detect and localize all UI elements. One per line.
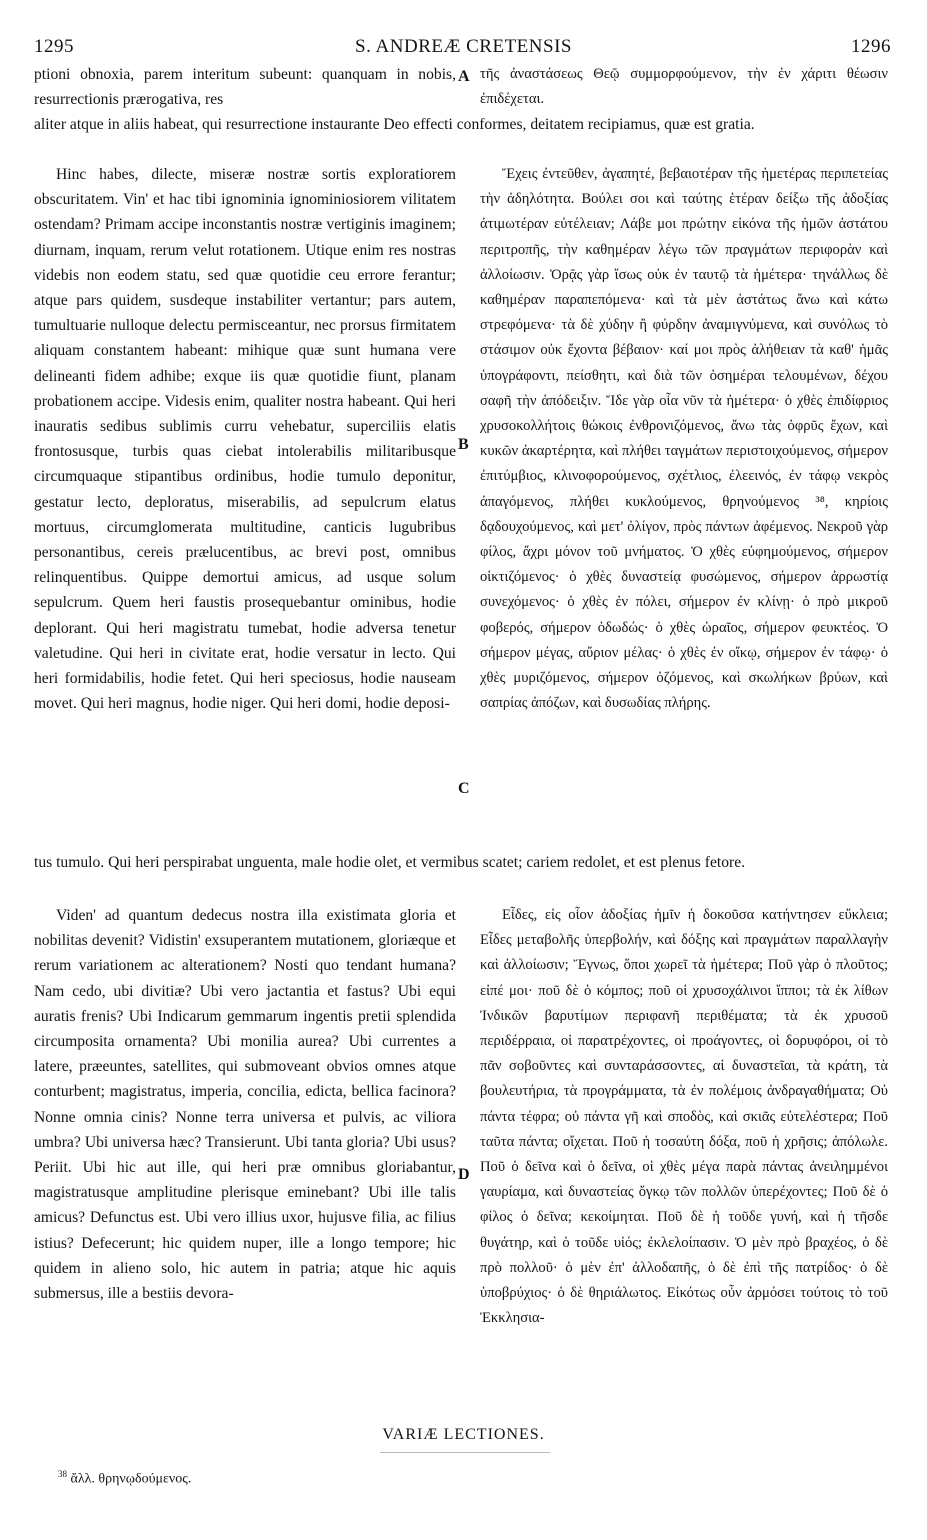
margin-marker-c: C <box>458 780 470 797</box>
heading-rule <box>380 1452 550 1453</box>
greek-column-1 <box>480 162 888 852</box>
left-page-number: 1295 <box>34 36 74 57</box>
footnote-text: ἄλλ. θρηνῳδούμενος. <box>70 1471 192 1487</box>
right-page-number: 1296 <box>851 36 891 57</box>
full-width-text-2: tus tumulo. Qui heri perspirabat unguenta, male hodie olet, et vermibus scatet; cariem redolet, et est plenus fetore. <box>34 854 746 871</box>
greek-paragraph-1: Ἔχεις ἐντεῦθεν, ἀγαπητέ, βεβαιοτέραν τῆς ἡμετέρας περιπετείας τὴν ἀδηλότητα. Βούλει σοι καὶ ταύτης ἑτέραν δείξω τῆς ἀδοξίας ἀτιμωτέραν εὐτέλειαν; Λάβε μοι πρώτην εἰκόνα τῆς ἡμῶν ἀστάτου περιτροπῆς, τὴν καθημέραν λέγω τῶν πραγμάτων περιφορὰν καὶ ἀλλοίωσιν. Ὁρᾷς γὰρ ἴσως οὐκ ἐν ταυτῷ τὰ ἡμέτερα· τηνάλλως δὲ καθημέραν παραπεπόμενα· καὶ τὰ μὲν ἀστάτως ἄνω καὶ κάτω στρεφόμενα· τὰ δὲ χύδην ἢ φύρδην ἀναμιγνύμενα, καὶ συνόλως τὸ στάσιμον οὐκ ἔχοντα βέβαιον· καί μοι πρὸς ἀλήθειαν τὰ καθ' ἡμᾶς ὑπογράφοντι, πείσθητι, καὶ διὰ τῶν ὁσημέραι τελουμένων, δέχου σαφῆ τὴν ἀπόδειξιν. Ἴδε γὰρ οἷα νῦν τὰ ἡμέτερα· ὁ χθὲς ἐπιδίφριος χρυσοκολλήτοις θώκοις ἐνθρονιζόμενος, ἄνω τὰς ὀφρῦς ἔχων, καὶ κυκῶν ἀκαρτέρητα, καὶ πλήθει ταγμάτων περιστοιχούμενος, σήμερον ἐπιτύμβιος, κλινοφορούμενος, σχέτλιος, ἐλεεινός, ἐν τάφῳ νεκρὸς ἀπαγόμενος, πλήθει κυκλούμενος, θρηνούμενος ³⁸, κηρίοις δᾳδουχούμενος, καὶ μετ' ὀλίγον, πρὸς πάντων ἀφέμενος. Νεκροῦ γὰρ φίλος, ἄχρι μόνον τοῦ μνήματος. Ὁ χθὲς εὐφημούμενος, σήμερον οἰκτιζόμενος· ὁ χθὲς δυναστείᾳ φυσώμενος, σήμερον ἀρρωστίᾳ συνεχόμενος· ὁ χθὲς ἐν πόλει, σήμερον ἐν κλίνῃ· ὁ πρὸ μικροῦ φοβερός, σήμερον ὀδωδώς· ὁ χθὲς ὡραῖος, σήμερον φευκτέος. Ὁ σήμερον μέγας, αὔριον μέλας· ὁ χθὲς ἐν οἴκῳ, σήμερον ἐν τάφῳ· ὁ χθὲς μυριζόμενος, σήμερον ὀζόμενος, καὶ σκωλήκων βρύων, καὶ σαπρίας ἀπόζων, καὶ δυσωδίας πλήρης. <box>480 166 888 712</box>
latin-paragraph-1: Hinc habes, dilecte, miseræ nostræ sortis exploratiorem obscuritatem. Vin' et hac tibi ignominia ignominiosiorem vilitatem ostendam? Primam accipe inconstantis nostræ vertiginis imaginem; diurnam, inquam, rerum velut rotationem. Utique enim res nostras videbis non eodem statu, sed quæ quotidie ceu errore ferantur; atque pars quidem, susdeque instabiliter vertantur; pars autem, tumultuarie nulloque delectu permisceantur, nec prorsus firmitatem aliquam constantem habeant: mihique quæ sunt humana vere delineanti fidem adhibe; exque iis quæ quotidie fiunt, planam probationem accipe. Videsis enim, qualiter nostra habeant. Qui heri inauratis sedibus sublimis curru vehebatur, superciliis elatis frontosusque, turbis quas ciebat intolerabilis militaribusque circumquaque stipantibus ordinibus, hodie tumulo deponitur, gestatur lecto, deploratus, miserabilis, ad sepulcrum elatus mortuus, circumglomerata multitudine, canticis lugubribus personantibus, cereis prælucentibus, ac brevi post, omnibus relinquentibus. Quippe demortui amicus, ad usque solum sepulcrum. Quem heri faustis prosequebantur ominibus, hodie deplorant. Qui heri magistratu tumebat, hodie adversa tenetur valetudine. Qui heri in civitate erat, hodie versatur in lecto. Qui heri formidabilis, hodie fetet. Qui heri speciosus, hodie nauseam movet. Qui heri magnus, hodie niger. Qui heri domi, hodie deposi- <box>34 166 456 713</box>
latin-paragraph-2: Viden' ad quantum dedecus nostra illa existimata gloria et nobilitas devenit? Vidistin' exsuperantem mutationem, gloriæque et rerum variationem ac alterationem? Nosti quo tendant humana? Nam cedo, ubi divitiæ? Ubi vero jactantia et fastus? Ubi equi auratis frenis? Ubi Indicarum gemmarum ingentis pretii splendida circumposita ornamenta? Ubi monilia aurea? Ubi currentes a latere, præeuntes, satellites, qui submoveant obvios omnes atque conturbent; magistratus, imperia, concilia, edicta, bellica facinora? Nonne omnia cinis? Nonne terra universa et pulvis, ac viliora umbra? Ubi universa hæc? Transierunt. Ubi tanta gloria? Ubi usus? Periit. Ubi hic aut ille, qui heri præ omnibus gloriabantur, magistratusque amplitudine plerisque eminebant? Ubi ille talis amicus? Defunctus est. Ubi vero illius uxor, hujusve filia, ac filius istius? Defecerunt; hic quidem nuper, ille a longo tempore; hic quidem in alieno solo, hic autem in patria; atque hic aquis submersus, ille a bestiis devora- <box>34 907 456 1303</box>
greek-column-top <box>480 62 888 114</box>
margin-marker-d: D <box>458 1166 470 1183</box>
greek-paragraph-2: Εἶδες, εἰς οἷον ἀδοξίας ἡμῖν ἡ δοκοῦσα κατήντησεν εὔκλεια; Εἶδες μεταβολῆς ὑπερβολήν, καὶ δόξης καὶ πραγμάτων παραλλαγὴν καὶ ἀλλοίωσιν; Ἔγνως, ὅποι χωρεῖ τὰ ἡμέτερα; Ποῦ γὰρ ὁ πλοῦτος; εἰπέ μοι· ποῦ δὲ ὁ κόμπος; ποῦ οἱ χρυσοχάλινοι ἵπποι; τὰ ἐκ λίθων Ἰνδικῶν βαρυτίμων περιφανῆ περιθέματα; τὰ ἐκ χρυσοῦ περιδέρραια, οἱ παρατρέχοντες, οἱ προάγοντες, οἱ δορυφόροι, οἱ τὸ πᾶν σοβοῦντες καὶ συνταράσσοντες, αἱ δυναστεῖαι, τὰ κράτη, τὰ βουλευτήρια, τὰ προγράμματα, τὰ ἐν πολέμοις ἀνδραγαθήματα; Οὐ πάντα τέφρα; οὐ πάντα γῆ καὶ σποδὸς, καὶ σκιᾶς εὐτελέστερα; Ποῦ ταῦτα πάντα; οἴχεται. Ποῦ ἡ τοσαύτη δόξα, ποῦ ἡ χρῆσις; ἀπόλωλε. Ποῦ ὁ δεῖνα καὶ ὁ δεῖνα, οἱ χθὲς μέγα παρὰ πάντας ἀνειλημμένοι γαυρίαμα, καὶ δυναστείας ὄγκῳ τῶν πολλῶν ὑπερέχοντες; Ποῦ δὲ ὁ φίλος ὁ δεῖνα; κεκοίμηται. Ποῦ δὲ ἡ τοῦδε γυνή, καὶ ἡ τῆσδε θυγάτηρ, καὶ ὁ τοῦδε υἱός; ἐκλελοίπασιν. Ὁ μὲν πρὸ βραχέος, ὁ δὲ πρὸ πολλοῦ· ὁ μὲν ἐπ' ἀλλοδαπῆς, ὁ δὲ ἐπὶ τῆς πατρίδος· ὁ δὲ ὑποβρύχιος· ὁ δὲ θηριάλωτος. Εἰκότως οὖν ἁρμόσει τούτοις τὸ τοῦ Ἐκκλησια- <box>480 907 888 1327</box>
footnote-number: 38 <box>58 1469 67 1479</box>
latin-column-top <box>34 62 456 114</box>
latin-column-1 <box>34 162 456 852</box>
footnote <box>58 1462 191 1492</box>
latin-column-2 <box>34 903 456 1413</box>
running-title: S. ANDREÆ CRETENSIS <box>355 36 572 57</box>
full-width-line-2 <box>34 850 888 902</box>
margin-marker-a: A <box>458 68 470 85</box>
greek-column-2 <box>480 903 888 1413</box>
latin-top-text: ptioni obnoxia, parem interitum subeunt: quanquam in nobis, resurrectionis prærogativa, res <box>34 66 456 109</box>
full-width-line-1 <box>34 112 888 164</box>
full-width-text-1: aliter atque in aliis habeat, qui resurrectione instaurante Deo effecti conformes, deitatem recipiamus, quæ est gratia. <box>34 116 755 133</box>
margin-marker-b: B <box>458 436 469 453</box>
variae-lectiones-heading: VARIÆ LECTIONES. <box>382 1426 545 1443</box>
greek-top-text: τῆς ἀναστάσεως Θεῷ συμμορφούμενον, τὴν ἐν χάριτι θέωσιν ἐπιδέχεται. <box>480 66 888 108</box>
